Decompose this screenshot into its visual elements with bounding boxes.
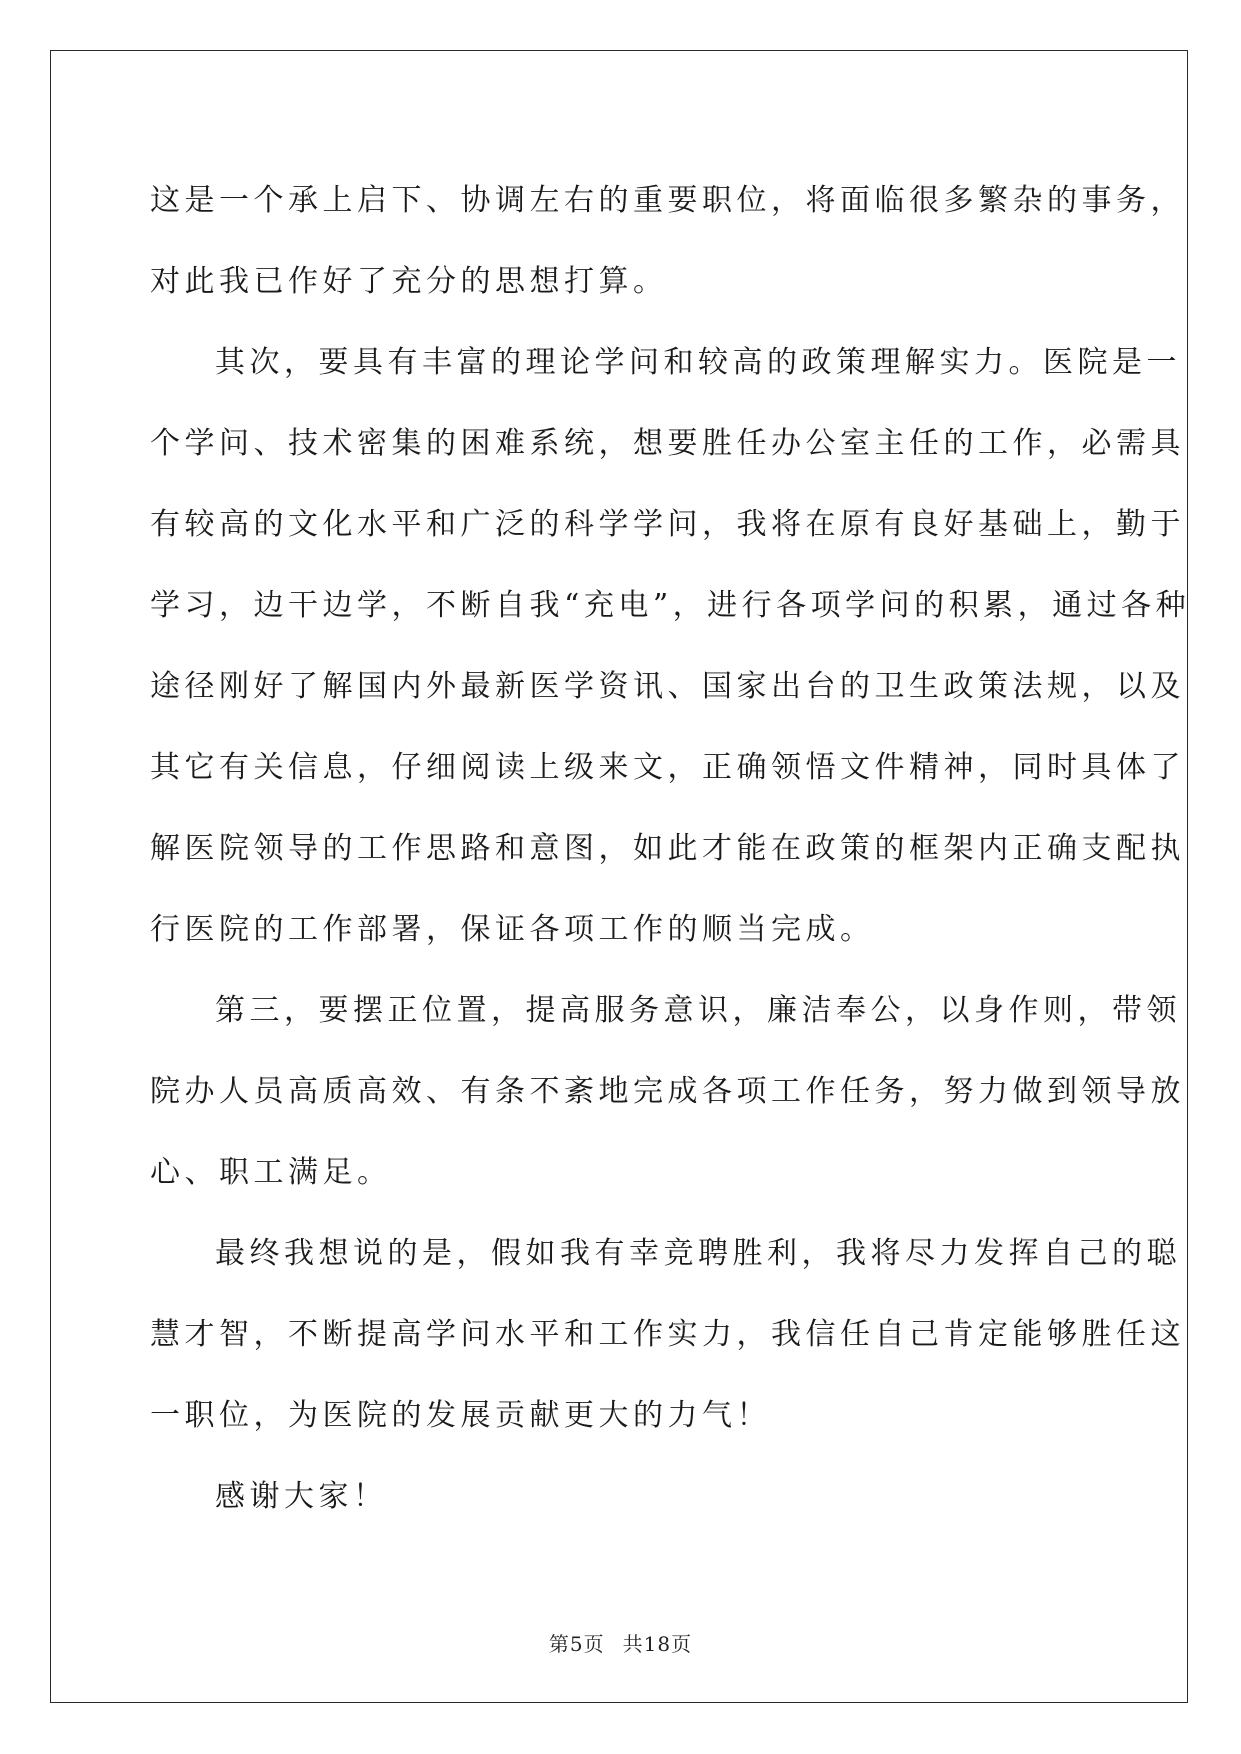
paragraph-second-point bbox=[150, 322, 1191, 970]
text-line: 感谢大家！ bbox=[215, 1479, 388, 1514]
text-line: 对此我已作好了充分的思想打算。 bbox=[150, 264, 668, 299]
text-line: 学习，边干边学，不断自我“充电”，进行各项学问的积累，通过各种 bbox=[150, 588, 1191, 623]
text-line: 行医院的工作部署，保证各项工作的顺当完成。 bbox=[150, 912, 875, 947]
text-line: 这是一个承上启下、协调左右的重要职位，将面临很多繁杂的事务， bbox=[150, 183, 1185, 218]
text-line: 最终我想说的是，假如我有幸竞聘胜利，我将尽力发挥自己的聪 bbox=[215, 1236, 1181, 1271]
page-total: 共18页 bbox=[622, 1632, 693, 1656]
text-line: 第三，要摆正位置，提高服务意识，廉洁奉公，以身作则，带领 bbox=[215, 993, 1181, 1028]
text-line: 解医院领导的工作思路和意图，如此才能在政策的框架内正确支配执 bbox=[150, 831, 1185, 866]
text-line: 慧才智，不断提高学问水平和工作实力，我信任自己肯定能够胜任这 bbox=[150, 1317, 1185, 1352]
text-line: 院办人员高质高效、有条不紊地完成各项工作任务，努力做到领导放 bbox=[150, 1074, 1185, 1109]
page-number: 第5页 bbox=[548, 1632, 605, 1656]
text-line: 其次，要具有丰富的理论学问和较高的政策理解实力。医院是一 bbox=[215, 345, 1181, 380]
text-line: 有较高的文化水平和广泛的科学学问，我将在原有良好基础上，勤于 bbox=[150, 507, 1185, 542]
text-line: 个学问、技术密集的困难系统，想要胜任办公室主任的工作，必需具 bbox=[150, 426, 1185, 461]
text-line: 心、职工满足。 bbox=[150, 1155, 392, 1190]
document-body bbox=[150, 160, 1191, 1537]
paragraph-thanks bbox=[150, 1456, 1090, 1537]
text-line: 途径刚好了解国内外最新医学资讯、国家出台的卫生政策法规，以及 bbox=[150, 669, 1185, 704]
paragraph-third-point bbox=[150, 970, 1185, 1213]
text-line: 其它有关信息，仔细阅读上级来文，正确领悟文件精神，同时具体了 bbox=[150, 750, 1185, 785]
page-footer bbox=[0, 1628, 1241, 1657]
paragraph-continuation bbox=[150, 160, 1185, 322]
paragraph-closing bbox=[150, 1213, 1185, 1456]
text-line: 一职位，为医院的发展贡献更大的力气！ bbox=[150, 1398, 771, 1433]
